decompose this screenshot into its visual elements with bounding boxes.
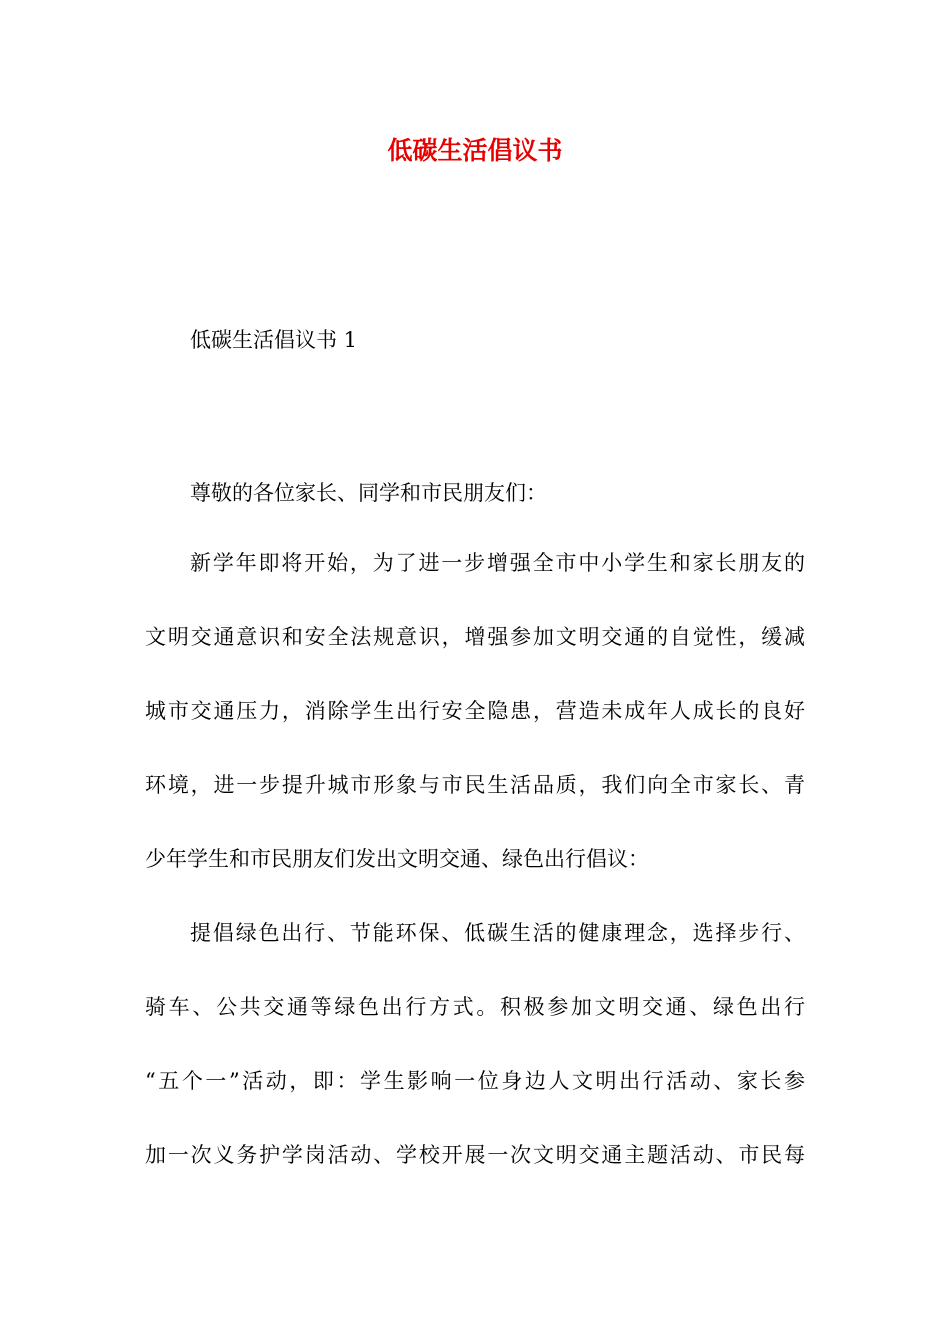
greeting: 尊敬的各位家长、同学和市民朋友们： xyxy=(190,481,547,505)
section-heading: 低碳生活倡议书 1 xyxy=(190,328,358,352)
paragraph2-line: 骑车、公共交通等绿色出行方式。积极参加文明交通、绿色出行 xyxy=(145,995,805,1019)
paragraph1-line: 环境，进一步提升城市形象与市民生活品质，我们向全市家长、青 xyxy=(145,773,805,797)
paragraph1-line: 文明交通意识和安全法规意识，增强参加文明交通的自觉性，缓减 xyxy=(145,625,805,649)
paragraph1-line: 少年学生和市民朋友们发出文明交通、绿色出行倡议： xyxy=(145,847,649,871)
paragraph1-line: 新学年即将开始，为了进一步增强全市中小学生和家长朋友的 xyxy=(190,551,805,575)
paragraph1-line: 城市交通压力，消除学生出行安全隐患，营造未成年人成长的良好 xyxy=(145,699,805,723)
paragraph2-line: 提倡绿色出行、节能环保、低碳生活的健康理念，选择步行、 xyxy=(190,921,805,945)
document-title: 低碳生活倡议书 xyxy=(387,136,563,165)
paragraph2-line: 加一次义务护学岗活动、学校开展一次文明交通主题活动、市民每 xyxy=(145,1143,805,1167)
paragraph2-line: “五个一”活动，即：学生影响一位身边人文明出行活动、家长参 xyxy=(145,1069,805,1093)
